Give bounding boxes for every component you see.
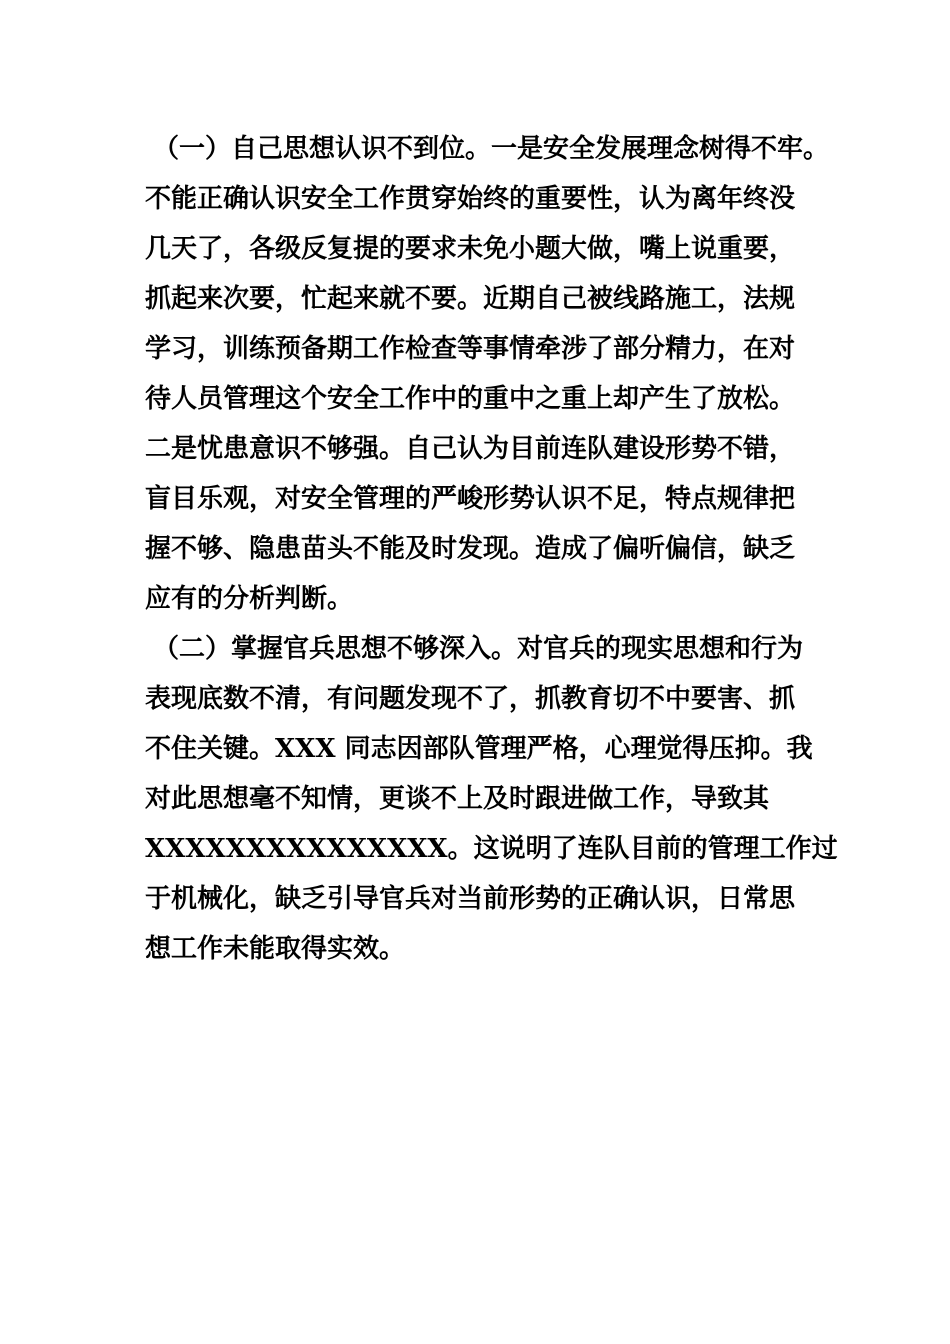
text-line: 不能正确认识安全工作贯穿始终的重要性，认为离年终没 [145,184,796,214]
text-line: XXXXXXXXXXXXXXX。这说明了连队目前的管理工作过 [145,834,838,864]
text-line: 待人员管理这个安全工作中的重中之重上却产生了放松。 [145,384,796,414]
text-line: 对此思想毫不知情，更谈不上及时跟进做工作，导致其 [145,784,770,814]
text-line: 学习，训练预备期工作检查等事情牵涉了部分精力，在对 [145,334,796,364]
document-body [145,124,838,974]
text-line: 于机械化，缺乏引导官兵对当前形势的正确认识，日常思 [145,884,796,914]
text-line: 二是忧患意识不够强。自己认为目前连队建设形势不错， [145,434,796,464]
text-line: 应有的分析判断。 [145,584,354,614]
paragraph-1 [145,124,830,624]
text-line: （二）掌握官兵思想不够深入。对官兵的现实思想和行为 [153,634,804,664]
text-line: （一）自己思想认识不到位。一是安全发展理念树得不牢。 [153,134,830,164]
paragraph-2 [145,624,838,974]
text-line: 盲目乐观，对安全管理的严峻形势认识不足，特点规律把 [145,484,796,514]
text-line: 表现底数不清，有问题发现不了，抓教育切不中要害、抓 [145,684,796,714]
text-line: 几天了，各级反复提的要求未免小题大做，嘴上说重要， [145,234,796,264]
text-line: 不住关键。XXX 同志因部队管理严格，心理觉得压抑。我 [145,734,813,764]
text-line: 握不够、隐患苗头不能及时发现。造成了偏听偏信，缺乏 [145,534,796,564]
text-line: 想工作未能取得实效。 [145,934,406,964]
text-line: 抓起来次要，忙起来就不要。近期自己被线路施工，法规 [145,284,796,314]
